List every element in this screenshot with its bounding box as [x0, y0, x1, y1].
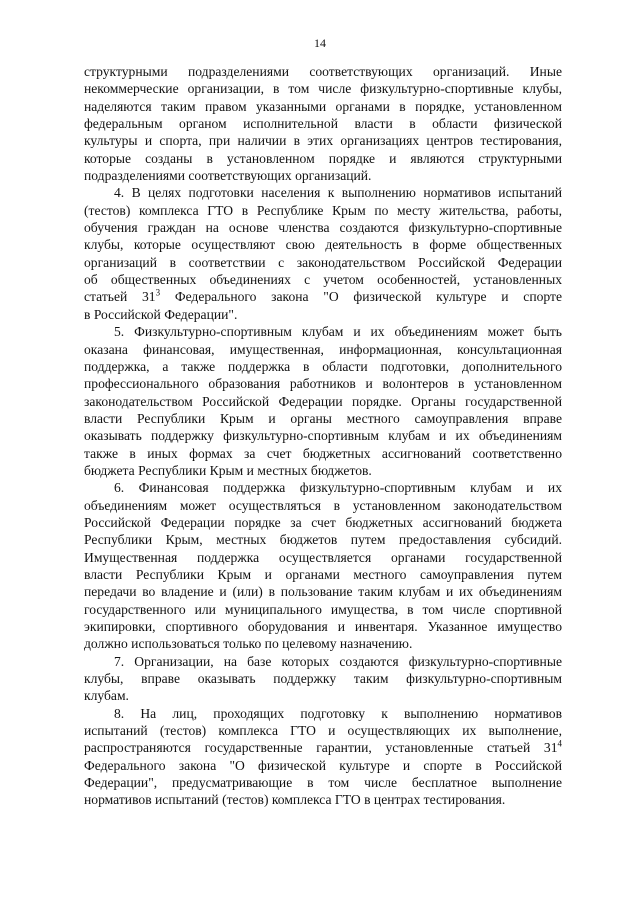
text-line: об общественных объединениях с учетом особенностей, установленных	[84, 272, 562, 288]
text-line: должно использоваться только по целевому назначению.	[84, 636, 413, 652]
text-line: 4. В целях подготовки населения к выполнению нормативов испытаний	[114, 185, 562, 201]
text-line: оказана финансовая, имущественная, информационная, консультационная	[84, 341, 562, 357]
text-line: Имущественная поддержка осуществляется органами государственной	[84, 549, 562, 565]
text-line: 5. Физкультурно-спортивным клубам и их объединениям может быть	[114, 324, 562, 340]
document-body	[84, 63, 562, 809]
text-line: передачи во владение и (или) в пользование таким клубам и их объединениям	[84, 584, 562, 600]
text-line: распространяются государственные гарантии, установленные статьей $31^4$	[84, 738, 562, 756]
text-line: Федерации", предусматривающие в том числе бесплатное выполнение	[84, 775, 562, 791]
text-line: федеральным органом исполнительной власти в области физической	[84, 116, 562, 132]
text-line: клубы, которые осуществляют свою деятельность в форме общественных	[84, 237, 562, 253]
text-line: которые созданы в установленном порядке и являются структурными	[84, 150, 562, 166]
text-line: Республики Крым, местных бюджетов путем предоставления субсидий.	[84, 532, 562, 548]
text-line: (тестов) комплекса ГТО в Республике Крым по месту жительства, работы,	[84, 202, 562, 218]
text-line: статьей $31^3$ Федерального закона "О физической культуре и спорте	[84, 287, 562, 305]
text-line: 8. На лиц, проходящих подготовку к выполнению нормативов	[114, 705, 562, 721]
text-line: подразделениями соответствующих организаций.	[84, 168, 372, 184]
text-line: структурными подразделениями соответствующих организаций. Иные	[84, 64, 562, 79]
text-line: власти Республики Крым и органы местного самоуправления вправе	[84, 410, 562, 426]
paragraph-p0	[84, 63, 562, 184]
text-line: испытаний (тестов) комплекса ГТО и осуществляющих их выполнение,	[84, 723, 562, 739]
article-superscript: 3	[155, 287, 161, 298]
paragraph-p8	[84, 705, 562, 809]
text-line: бюджета Республики Крым и местных бюджетов.	[84, 462, 372, 478]
text-line: Российской Федерации порядке за счет бюджетных ассигнований бюджета	[84, 514, 562, 530]
text-line: культуры и спорта, при наличии в этих организациях центров тестирования,	[84, 133, 562, 149]
text-line: клубы, вправе оказывать поддержку таким физкультурно-спортивным	[84, 671, 562, 687]
text-line: поддержка, а также поддержка в области подготовки, дополнительного	[84, 358, 562, 374]
text-line: наделяются таким правом указанными органами в порядке, установленном	[84, 98, 562, 114]
paragraph-p5	[84, 323, 562, 479]
text-line: профессионального образования работников и волонтеров в установленном	[84, 376, 562, 392]
text-line: обучения граждан на основе членства создаются физкультурно-спортивные	[84, 220, 562, 236]
text-line: экипировки, спортивного оборудования и инвентаря. Указанное имущество	[84, 619, 562, 634]
paragraph-p6	[84, 479, 562, 652]
text-line: клубам.	[84, 688, 129, 704]
text-line: некоммерческие организации, в том числе физкультурно-спортивные клубы,	[84, 81, 562, 97]
article-superscript: 4	[557, 738, 562, 749]
text-line: объединениям может осуществляться в установленном законодательством	[84, 497, 562, 513]
text-line: 7. Организации, на базе которых создаются физкультурно-спортивные	[114, 653, 562, 669]
page-number: 14	[314, 36, 326, 50]
text-line: государственного или муниципального имущества, в том числе спортивной	[84, 601, 562, 617]
text-line: власти Республики Крым и органами местного самоуправления путем	[84, 566, 562, 582]
text-line: нормативов испытаний (тестов) комплекса ГТО в центрах тестирования.	[84, 792, 506, 808]
text-line: оказывать поддержку физкультурно-спортивным клубам и их объединениям	[84, 428, 562, 444]
text-line: 6. Финансовая поддержка физкультурно-спортивным клубам и их	[114, 480, 562, 496]
text-line: организаций в соответствии с законодательством Российской Федерации	[84, 254, 562, 270]
text-line: законодательством Российской Федерации порядке. Органы государственной	[84, 393, 562, 409]
text-line: в Российской Федерации".	[84, 306, 238, 322]
paragraph-p4	[84, 184, 562, 323]
text-line: Федерального закона "О физической культуре и спорте в Российской	[84, 757, 562, 773]
paragraph-p7	[84, 653, 562, 705]
text-line: также в иных формах за счет бюджетных ассигнований соответственно	[84, 445, 562, 461]
